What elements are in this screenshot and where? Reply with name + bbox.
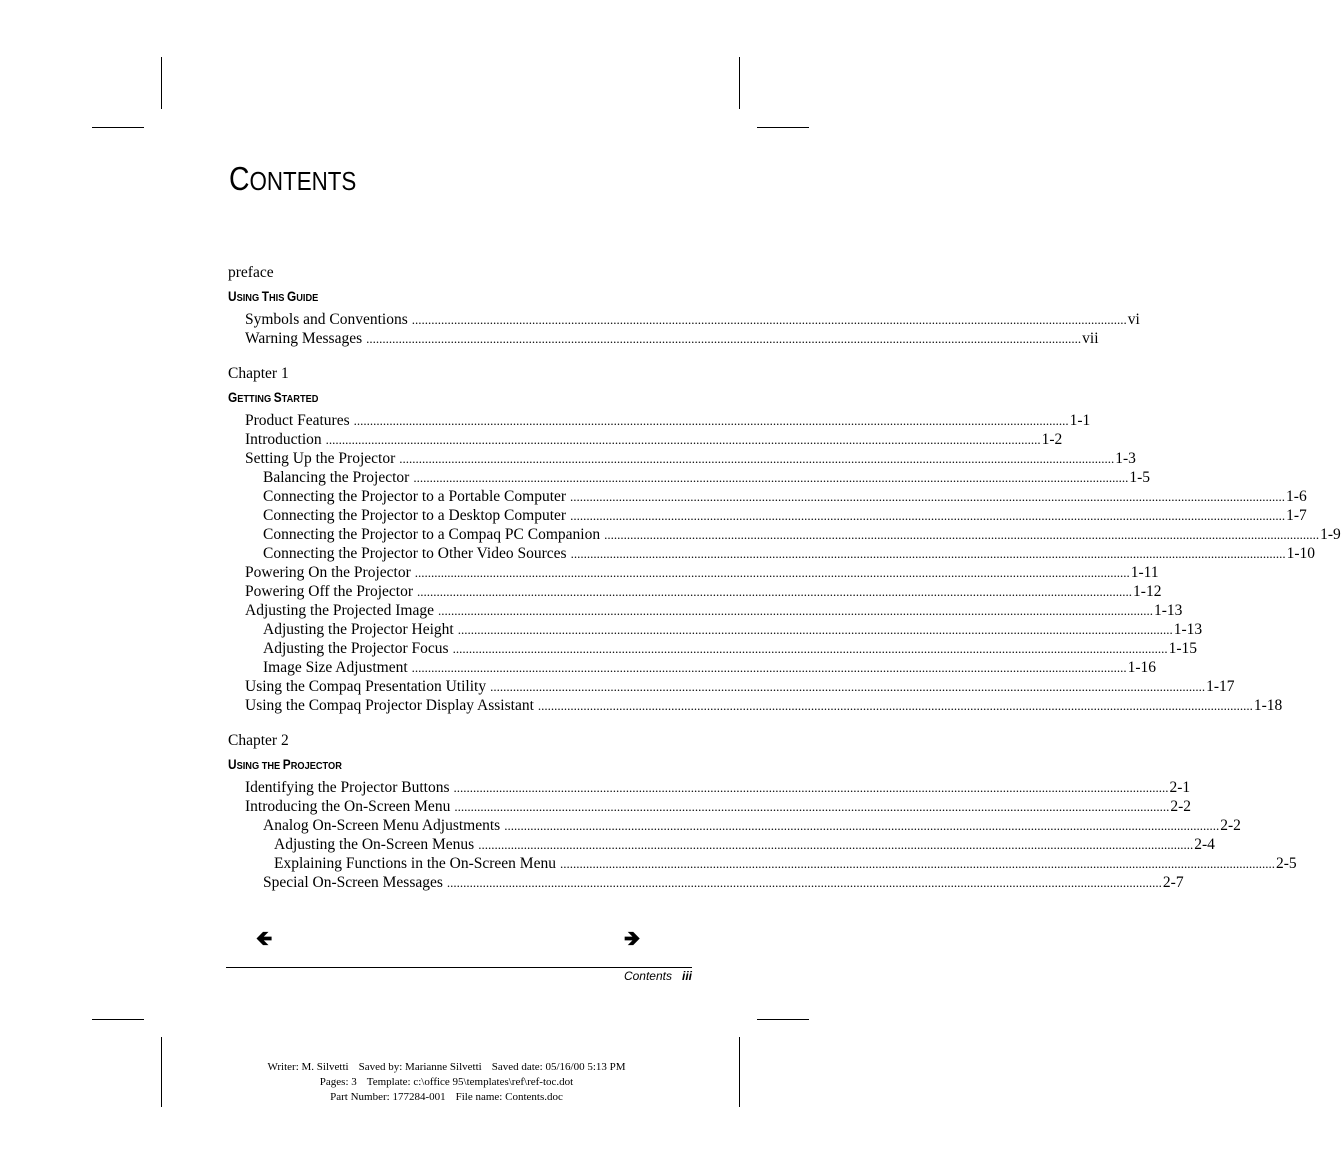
meta-saved-by: Saved by: Marianne Silvetti — [358, 1061, 482, 1073]
footer-rule — [226, 967, 692, 968]
toc-entry-page: 1-17 — [1206, 678, 1235, 695]
toc-entry-title: Identifying the Projector Buttons — [245, 779, 450, 796]
toc-entry[interactable] — [228, 778, 1191, 797]
toc-entry-page: 2-1 — [1169, 779, 1191, 796]
toc-entry-title: Using the Compaq Presentation Utility — [245, 678, 487, 695]
section-heading: USING THIS GUIDE — [228, 289, 319, 304]
crop-mark — [92, 127, 144, 128]
toc-entry-page: vi — [1127, 311, 1140, 328]
toc-entry-page: 2-2 — [1170, 798, 1191, 815]
toc-entry-page: 1-11 — [1130, 564, 1159, 581]
toc-entry[interactable] — [228, 449, 1136, 468]
toc-entry-title: Connecting the Projector to a Compaq PC Companion — [263, 526, 601, 543]
dot-leader: ............................................................................................................................................................................................................................ — [490, 679, 1206, 694]
toc-entry-page: 1-16 — [1127, 659, 1157, 676]
meta-pages: Pages: 3 — [319, 1076, 357, 1088]
toc-entry-page: 1-13 — [1153, 602, 1183, 619]
toc-entry-title: Connecting the Projector to Other Video Sources — [263, 545, 567, 562]
chapter-label: Chapter 2 — [228, 732, 289, 749]
section-gap — [228, 715, 692, 731]
toc-entry-page: 1-3 — [1115, 450, 1136, 467]
toc-entry-title: Introduction — [245, 431, 322, 448]
dot-leader: ............................................................................................................................................................................................................................ — [411, 312, 1127, 327]
section-heading: GETTING STARTED — [228, 390, 319, 405]
toc-entry-title: Adjusting the Projector Focus — [263, 640, 449, 657]
meta-template: Template: c:\office 95\templates\ref\ref-toc.dot — [366, 1076, 574, 1088]
toc-entry-title: Adjusting the On-Screen Menus — [274, 836, 475, 853]
toc-entry[interactable] — [228, 873, 1184, 892]
dot-leader: ............................................................................................................................................................................................................................ — [570, 546, 1286, 561]
dot-leader: ............................................................................................................................................................................................................................ — [437, 603, 1153, 618]
toc-entry-title: Connecting the Projector to a Desktop Computer — [263, 507, 567, 524]
chapter-label: preface — [228, 264, 274, 281]
toc-entry-title: Connecting the Projector to a Portable Computer — [263, 488, 567, 505]
toc-entry-page: 2-4 — [1194, 836, 1215, 853]
toc-entry[interactable] — [228, 677, 1235, 696]
toc-entry[interactable] — [228, 620, 1203, 639]
crop-mark — [161, 57, 162, 109]
dot-leader: ............................................................................................................................................................................................................................ — [325, 432, 1041, 447]
toc-entry-title: Setting Up the Projector — [245, 450, 396, 467]
toc-entry-title: Using the Compaq Projector Display Assistant — [245, 697, 534, 714]
dot-leader: ............................................................................................................................................................................................................................ — [417, 584, 1133, 599]
page-title: CONTENTS — [229, 160, 357, 197]
dot-leader: ............................................................................................................................................................................................................................ — [353, 413, 1069, 428]
toc-entry[interactable] — [228, 544, 1315, 563]
meta-writer: Writer: M. Silvetti — [267, 1061, 349, 1073]
chapter-label: Chapter 1 — [228, 365, 289, 382]
toc-entry[interactable] — [228, 525, 1341, 544]
toc-entry-page: 1-10 — [1286, 545, 1315, 562]
dot-leader: ............................................................................................................................................................................................................................ — [604, 527, 1320, 542]
toc-entry-page: 1-18 — [1253, 697, 1283, 714]
toc-entry[interactable] — [228, 468, 1151, 487]
dot-leader: ............................................................................................................................................................................................................................ — [453, 780, 1169, 795]
toc-entry-title: Analog On-Screen Menu Adjustments — [263, 817, 501, 834]
toc-entry[interactable] — [228, 854, 1297, 873]
dot-leader: ............................................................................................................................................................................................................................ — [537, 698, 1253, 713]
toc-entry-title: Symbols and Conventions — [245, 311, 408, 328]
dot-leader: ............................................................................................................................................................................................................................ — [559, 856, 1275, 871]
crop-mark — [739, 57, 740, 109]
dot-leader: ............................................................................................................................................................................................................................ — [414, 565, 1130, 580]
toc-entry-title: Image Size Adjustment — [263, 659, 408, 676]
toc-entry-page: 1-9 — [1320, 526, 1341, 543]
table-of-contents — [228, 263, 1341, 892]
toc-entry-page: 1-12 — [1133, 583, 1162, 600]
toc-entry[interactable] — [228, 430, 1063, 449]
dot-leader: ............................................................................................................................................................................................................................ — [413, 470, 1129, 485]
dot-leader: ............................................................................................................................................................................................................................ — [478, 837, 1194, 852]
dot-leader: ............................................................................................................................................................................................................................ — [452, 641, 1168, 656]
toc-entry[interactable] — [228, 816, 1241, 835]
toc-entry-page: 1-5 — [1129, 469, 1151, 486]
toc-entry[interactable] — [228, 310, 1140, 329]
arrow-right-icon: 🡺 — [624, 926, 641, 950]
footer-label: Contents — [623, 969, 672, 983]
document-metadata — [0, 1060, 893, 1105]
toc-entry-page: 1-13 — [1173, 621, 1203, 638]
crop-mark — [757, 127, 809, 128]
toc-entry-title: Introducing the On-Screen Menu — [245, 798, 451, 815]
dot-leader: ............................................................................................................................................................................................................................ — [399, 451, 1115, 466]
toc-entry-title: Special On-Screen Messages — [263, 874, 443, 891]
meta-part-number: Part Number: 177284-001 — [330, 1091, 446, 1103]
meta-saved-date: Saved date: 05/16/00 5:13 PM — [491, 1061, 626, 1073]
toc-entry[interactable] — [228, 601, 1183, 620]
page-number: iii — [681, 969, 692, 983]
toc-entry-page: 1-15 — [1168, 640, 1197, 657]
dot-leader: ............................................................................................................................................................................................................................ — [446, 875, 1162, 890]
dot-leader: ............................................................................................................................................................................................................................ — [366, 331, 1082, 346]
toc-entry-title: Powering Off the Projector — [245, 583, 414, 600]
dot-leader: ............................................................................................................................................................................................................................ — [454, 799, 1170, 814]
dot-leader: ............................................................................................................................................................................................................................ — [504, 818, 1220, 833]
toc-entry-page: 2-2 — [1220, 817, 1241, 834]
crop-mark — [757, 1019, 809, 1020]
toc-entry-page: 2-5 — [1275, 855, 1297, 872]
toc-entry-title: Powering On the Projector — [245, 564, 411, 581]
toc-entry[interactable] — [228, 411, 1091, 430]
toc-entry[interactable] — [228, 797, 1191, 816]
toc-entry[interactable] — [228, 487, 1307, 506]
toc-entry-page: 1-1 — [1069, 412, 1091, 429]
running-footer — [560, 969, 692, 983]
arrow-left-icon: 🡸 — [256, 926, 273, 950]
toc-entry[interactable] — [228, 563, 1159, 582]
toc-entry-title: Adjusting the Projector Height — [263, 621, 454, 638]
toc-entry-title: Explaining Functions in the On-Screen Menu — [274, 855, 556, 872]
toc-entry[interactable] — [228, 639, 1197, 658]
toc-entry-title: Product Features — [245, 412, 350, 429]
dot-leader: ............................................................................................................................................................................................................................ — [411, 660, 1127, 675]
crop-mark — [92, 1019, 144, 1020]
dot-leader: ............................................................................................................................................................................................................................ — [570, 508, 1286, 523]
meta-file-name: File name: Contents.doc — [455, 1091, 563, 1103]
toc-entry[interactable] — [228, 329, 1099, 348]
toc-entry[interactable] — [228, 658, 1157, 677]
toc-entry-title: Adjusting the Projected Image — [245, 602, 434, 619]
dot-leader: ............................................................................................................................................................................................................................ — [570, 489, 1286, 504]
next-page-button[interactable] — [624, 924, 640, 958]
dot-leader: ............................................................................................................................................................................................................................ — [457, 622, 1173, 637]
toc-entry-page: 2-7 — [1162, 874, 1184, 891]
section-heading: USING THE PROJECTOR — [228, 757, 342, 772]
toc-entry-title: Warning Messages — [245, 330, 363, 347]
toc-entry-title: Balancing the Projector — [263, 469, 410, 486]
toc-entry[interactable] — [228, 582, 1162, 601]
toc-entry[interactable] — [228, 696, 1283, 715]
section-gap — [228, 348, 692, 364]
previous-page-button[interactable] — [256, 924, 272, 958]
toc-entry-page: 1-2 — [1041, 431, 1063, 448]
toc-entry-page: 1-7 — [1286, 507, 1307, 524]
toc-entry-page: vii — [1082, 330, 1099, 347]
toc-entry-page: 1-6 — [1286, 488, 1307, 505]
toc-entry[interactable] — [228, 506, 1307, 525]
toc-entry[interactable] — [228, 835, 1215, 854]
